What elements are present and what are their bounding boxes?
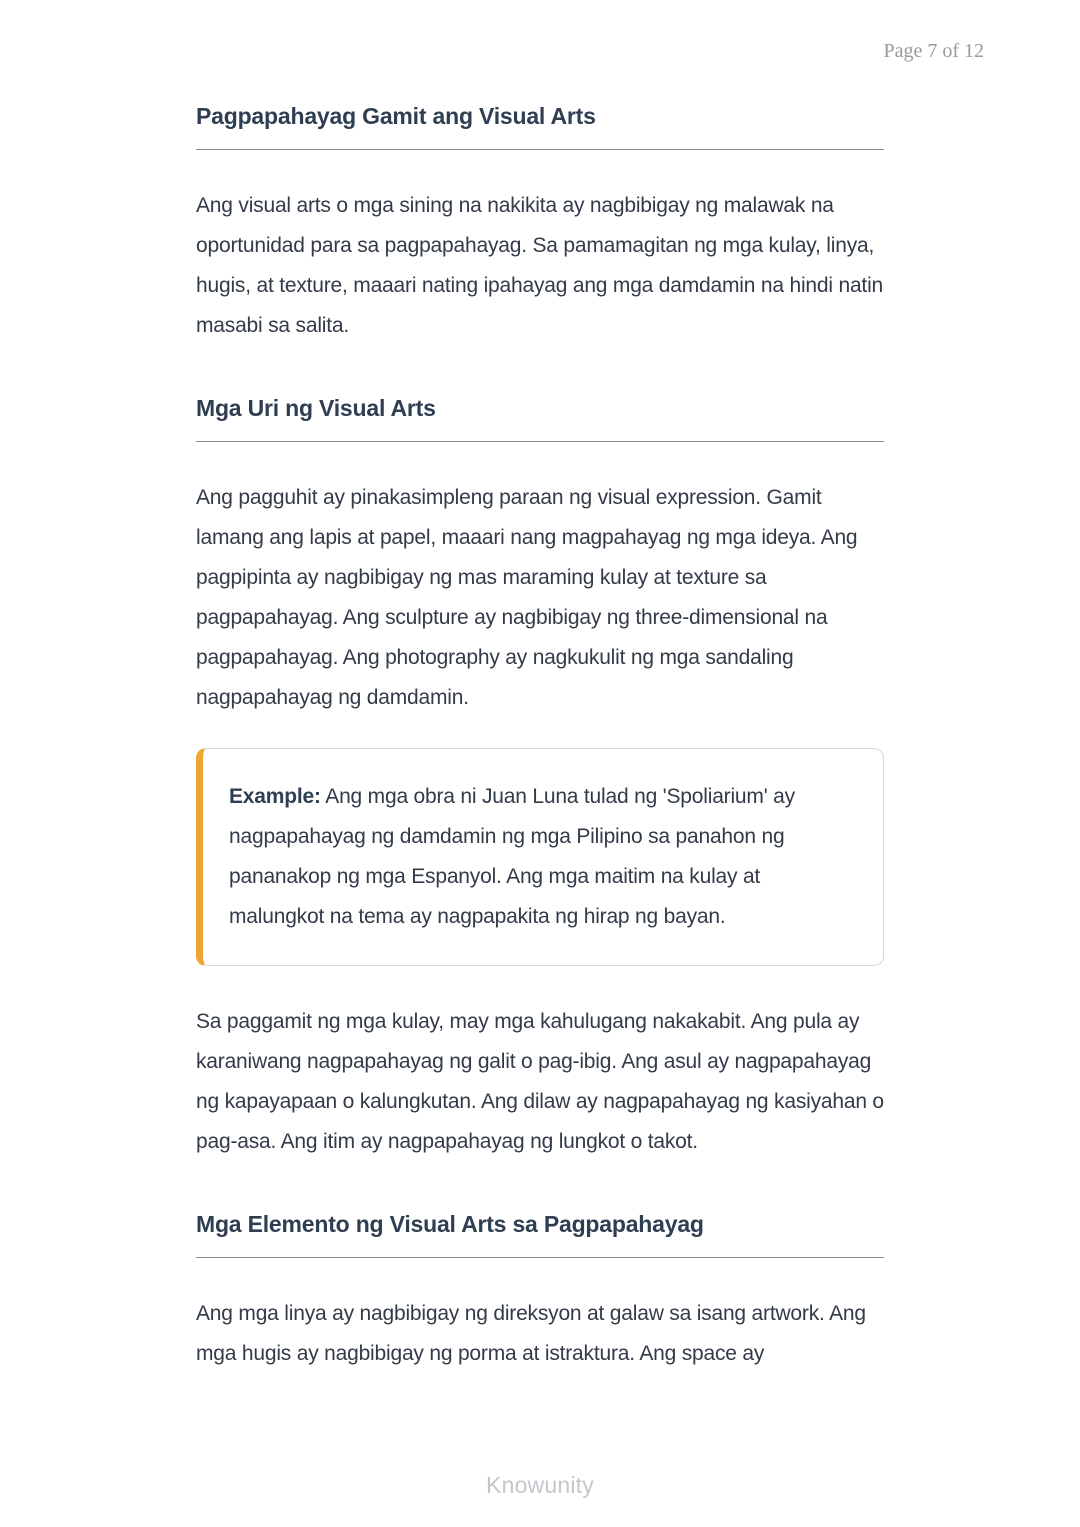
section-1-heading: Pagpapahayag Gamit ang Visual Arts [196,103,596,129]
heading-divider [196,149,884,150]
footer-brand: Knowunity [486,1472,594,1498]
section-3-heading: Mga Elemento ng Visual Arts sa Pagpapahayag [196,1211,704,1237]
section-3-header [196,1210,884,1258]
page-indicator: Page 7 of 12 [883,40,984,62]
section-3-paragraph: Ang mga linya ay nagbibigay ng direksyon at galaw sa isang artwork. Ang mga hugis ay nagbibigay ng porma at istraktura. Ang space ay [196,1302,866,1365]
example-label: Example: [229,785,321,808]
example-content [229,777,853,937]
heading-divider [196,441,884,442]
example-body-text: Ang mga obra ni Juan Luna tulad ng 'Spoliarium' ay nagpapahayag ng damdamin ng mga Pilipino sa panahon ng pananakop ng mga Espanyol. Ang mga maitim na kulay at malungkot na tema ay nagpapakita ng hirap ng bayan. [229,785,795,928]
heading-divider [196,1257,884,1258]
section-1-header [196,102,884,150]
section-2-paragraph-2: Sa paggamit ng mga kulay, may mga kahulugang nakakabit. Ang pula ay karaniwang nagpapahayag ng galit o pag-ibig. Ang asul ay nagpapahayag ng kapayapaan o kalungkutan. Ang dilaw ay nagpapahayag ng kasiyahan o pag-asa. Ang itim ay nagpapahayag ng lungkot o takot. [196,1010,884,1153]
section-2-heading: Mga Uri ng Visual Arts [196,395,436,421]
example-callout [196,748,884,966]
document-content [196,0,884,1374]
section-2-header [196,394,884,442]
section-2-paragraph: Ang pagguhit ay pinakasimpleng paraan ng visual expression. Gamit lamang ang lapis at papel, maaari nang magpahayag ng mga ideya. Ang pagpipinta ay nagbibigay ng mas maraming kulay at texture sa pagpapahayag. Ang sculpture ay nagbibigay ng three-dimensional na pagpapahayag. Ang photography ay nagkukulit ng mga sandaling nagpapahayag ng damdamin. [196,486,858,709]
section-1-paragraph: Ang visual arts o mga sining na nakikita ay nagbibigay ng malawak na oportunidad para sa pagpapahayag. Sa pamamagitan ng mga kulay, linya, hugis, at texture, maaari nating ipahayag ang mga damdamin na hindi natin masabi sa salita. [196,194,884,337]
